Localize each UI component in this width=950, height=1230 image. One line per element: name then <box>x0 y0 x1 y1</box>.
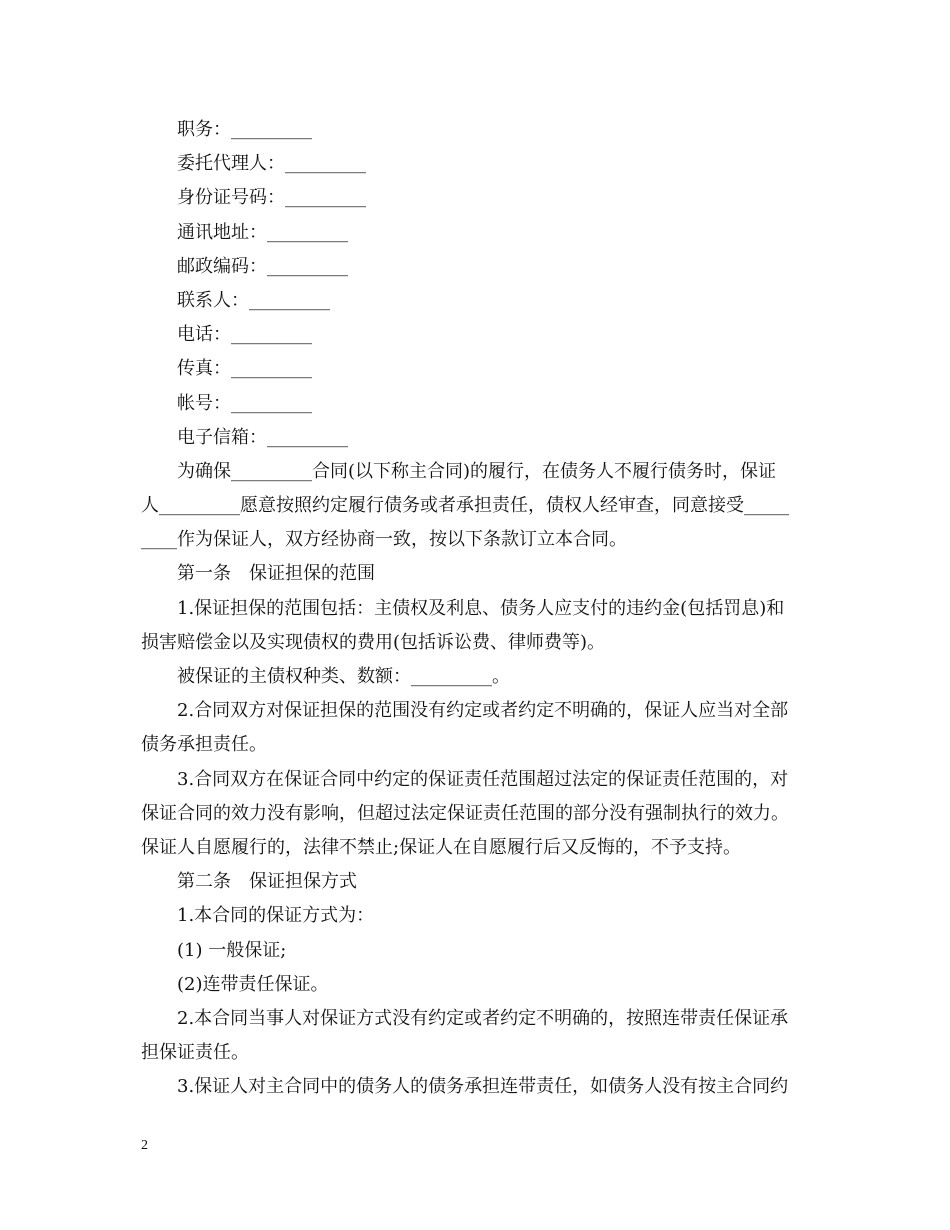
paragraph-line: 2.本合同当事人对保证方式没有约定或者约定不明确的，按照连带责任保证承 <box>177 1007 789 1029</box>
field-fax: 传真：_________ <box>177 358 312 380</box>
field-id-number: 身份证号码：_________ <box>177 187 366 209</box>
field-phone: 电话：_________ <box>177 324 312 346</box>
paragraph-line: 1.保证担保的范围包括：主债权及利息、债务人应支付的违约金(包括罚息)和 <box>177 597 785 619</box>
field-account: 帐号：_________ <box>177 392 312 414</box>
article-heading: 第一条 保证担保的范围 <box>177 563 375 585</box>
article-heading: 第二条 保证担保方式 <box>177 871 357 893</box>
paragraph-line: 2.合同双方对保证担保的范围没有约定或者约定不明确的，保证人应当对全部 <box>177 700 789 722</box>
field-position: 职务：_________ <box>177 119 312 140</box>
paragraph-line: 为确保_________合同(以下称主合同)的履行，在债务人不履行债务时，保证 <box>177 460 777 482</box>
document-body <box>141 113 813 1104</box>
paragraph-line: 人_________愿意按照约定履行债务或者承担责任，债权人经审查，同意接受_____ <box>141 495 789 517</box>
paragraph-line: 担保证责任。 <box>141 1042 249 1064</box>
paragraph-line: 损害赔偿金以及实现债权的费用(包括诉讼费、律师费等)。 <box>141 631 606 653</box>
paragraph-line: 保证人自愿履行的，法律不禁止;保证人在自愿履行后又反悔的，不予支持。 <box>141 836 742 858</box>
field-authorized-agent: 委托代理人：_________ <box>177 153 366 175</box>
paragraph-line: 3.合同双方在保证合同中约定的保证责任范围超过法定的保证责任范围的，对 <box>177 768 789 790</box>
field-contact-person: 联系人：_________ <box>177 289 330 311</box>
field-postal-code: 邮政编码：_________ <box>177 255 348 277</box>
paragraph-line: (2)连带责任保证。 <box>177 973 329 995</box>
paragraph-line: (1) 一般保证; <box>177 939 287 961</box>
paragraph-line: 1.本合同的保证方式为： <box>177 905 375 927</box>
field-address: 通讯地址：_________ <box>177 221 348 243</box>
page-number: 2 <box>141 1138 148 1153</box>
field-email: 电子信箱：_________ <box>177 426 348 448</box>
paragraph-line: 债务承担责任。 <box>141 734 267 756</box>
paragraph-line: ____作为保证人，双方经协商一致，按以下条款订立本合同。 <box>141 529 627 551</box>
paragraph-line: 3.保证人对主合同中的债务人的债务承担连带责任，如债务人没有按主合同约 <box>177 1076 789 1098</box>
paragraph-line: 保证合同的效力没有影响，但超过法定保证责任范围的部分没有强制执行的效力。 <box>141 802 789 824</box>
paragraph-line: 被保证的主债权种类、数额：_________。 <box>177 666 510 687</box>
